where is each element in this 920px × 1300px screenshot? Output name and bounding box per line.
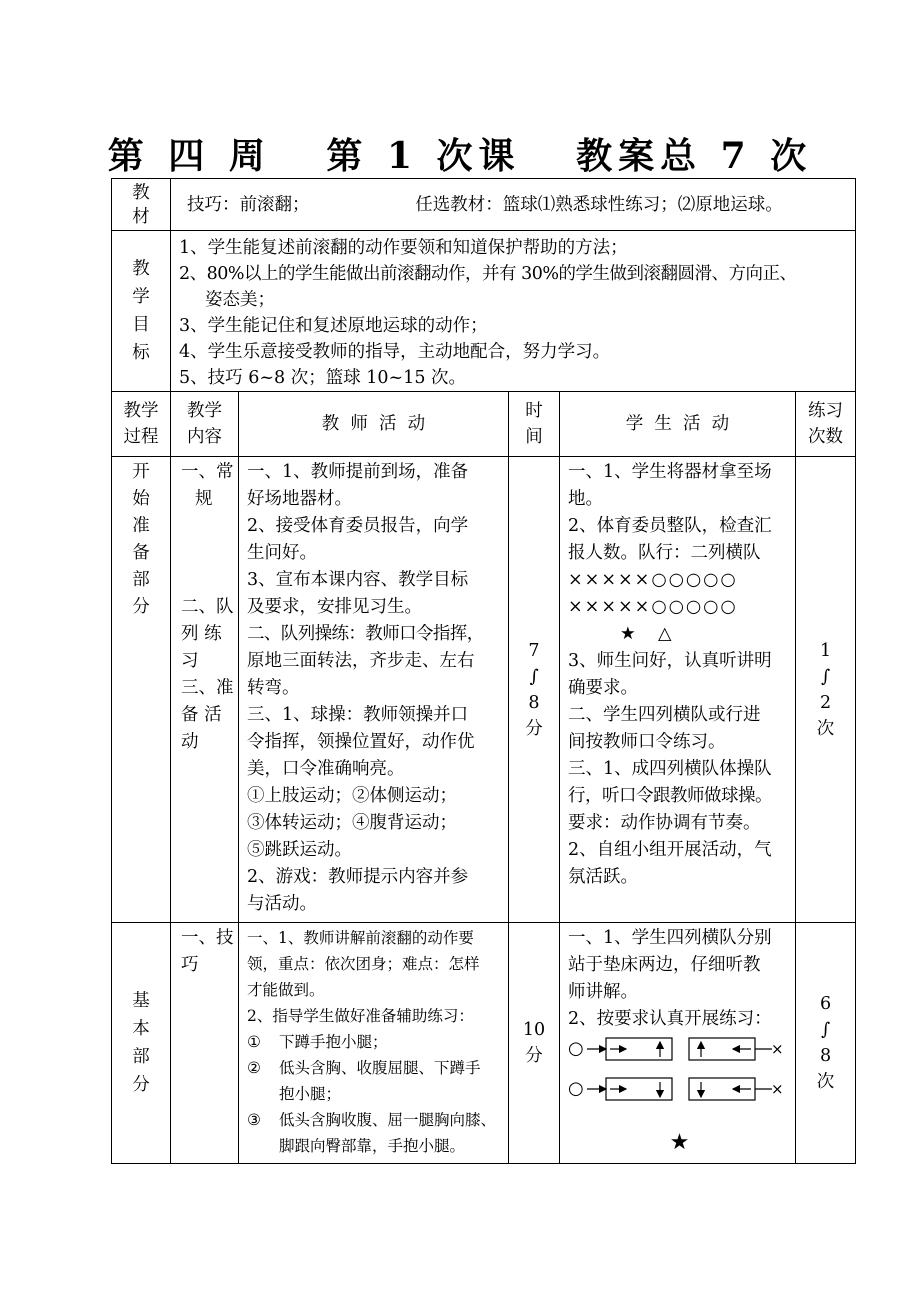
header-row [112,392,856,457]
section2-student: 一、1、学生四列横队分别 站于垫床两边，仔细听教 师讲解。 2、按要求认真开展练习： ○ × ○ × ★ [560,923,796,1164]
section1-teacher: 一、1、教师提前到场，准备 好场地器材。 2、接受体育委员报告，向学 生问好。 3、宣布本课内容、教学目标 及要求，安排见习生。 二、队列操练：教师口令指挥， 原地三面转法，齐步走、左右 转弯。 三、1、球操：教师领操并口 令指挥，领操位置好，动作优 美，口令准确响亮。 ①上肢运动；②体侧运动； ③体转运动；④腹背运动； ⑤跳跃运动。 2、游戏：教师提示内容并参 与活动。 [239,457,509,923]
goals-list [171,231,856,392]
page-title: 第 四 周 第 1 次课 教案总 7 次 [107,135,813,177]
materials-label: 教 材 [112,179,171,231]
section-main-row [112,923,856,1164]
content-drill: 二、队 列 练 习 [181,597,234,671]
section-warmup-row [112,457,856,923]
goals-row [112,231,856,392]
section1-content [171,457,239,923]
formation-marks: ★ △ [620,624,672,644]
header-count: 练习 次数 [796,392,856,457]
sub-item: ① 下蹲手抱小腿； [247,1033,388,1051]
section1-count: 1 ∫ 2 次 [796,457,856,923]
circle-mark: ○ [568,1078,584,1099]
lesson-plan-table [111,178,856,1164]
sub-item: ③ 低头含胸收腹、屈一腿胸向膝、 脚跟向臀部靠，手抱小腿。 [247,1111,497,1155]
goal-item: 4、学生乐意接受教师的指导，主动地配合，努力学习。 [179,342,611,362]
section1-student: 一、1、学生将器材拿至场 地。 2、体育委员整队，检查汇 报人数。队行：二列横队 ×××××○○○○○ ×××××○○○○○ ★ △ 3、师生问好，认真听讲明 确要求。 二、学生四列横队或行进 间按教师口令练习。 三、1、成四列横队体操队 行，听口令跟教师做球操。 要求：动作协调有节奏。 2、自组小组开展活动，气 氛活跃。 [560,457,796,923]
section2-count: 6 ∫ 8 次 [796,923,856,1164]
goals-label: 教 学 目 标 [112,231,171,392]
header-teacher: 教 师 活 动 [239,392,509,457]
content-warmup: 三、准 备 活 动 [181,678,234,752]
mat-diagram-svg [568,1037,792,1125]
section2-time: 10 分 [509,923,560,1164]
goal-item: 姿态美； [205,290,275,310]
formation-row: ×××××○○○○○ [568,597,738,617]
section2-teacher: 一、1、教师讲解前滚翻的动作要 领，重点：依次团身；难点：怎样 才能做到。 2、指导学生做好准备辅助练习： ① 下蹲手抱小腿； ② 低头含胸、收腹屈腿、下蹲手 抱小腿； ③ 低头含胸收腹、屈一腿胸向膝、 脚跟向臀部靠，手抱小腿。 [239,923,509,1164]
header-content: 教学 内容 [171,392,239,457]
goal-item: 3、学生能记住和复述原地运球的动作； [179,316,488,336]
materials-row [112,179,856,231]
section1-time: 7 ∫ 8 分 [509,457,560,923]
sub-item: ② 低头含胸、收腹屈腿、下蹲手 抱小腿； [247,1059,481,1103]
goal-item: 5、技巧 6~8 次；篮球 10~15 次。 [179,368,467,388]
materials-text: 技巧：前滚翻； 任选教材：篮球⑴熟悉球性练习；⑵原地运球。 [171,179,856,231]
section2-content: 一、技 巧 [171,923,239,1164]
formation-row: ×××××○○○○○ [568,570,738,590]
goal-item: 2、80%以上的学生能做出前滚翻动作，并有 30%的学生做到滚翻圆滑、方向正、 [179,264,797,284]
cross-mark: × [771,1080,784,1098]
section1-process: 开 始 准 备 部 分 [112,457,171,923]
header-student: 学 生 活 动 [560,392,796,457]
circle-mark: ○ [568,1038,584,1059]
goal-item: 1、学生能复述前滚翻的动作要领和知道保护帮助的方法； [179,238,628,258]
section2-process: 基 本 部 分 [112,923,171,1164]
header-time: 时 间 [509,392,560,457]
header-process: 教学 过程 [112,392,171,457]
mat-drill-diagram [568,1037,791,1125]
content-routine: 一、常 规 [181,462,234,509]
cross-mark: × [771,1040,784,1058]
teacher-star-mark: ★ [669,1130,690,1155]
